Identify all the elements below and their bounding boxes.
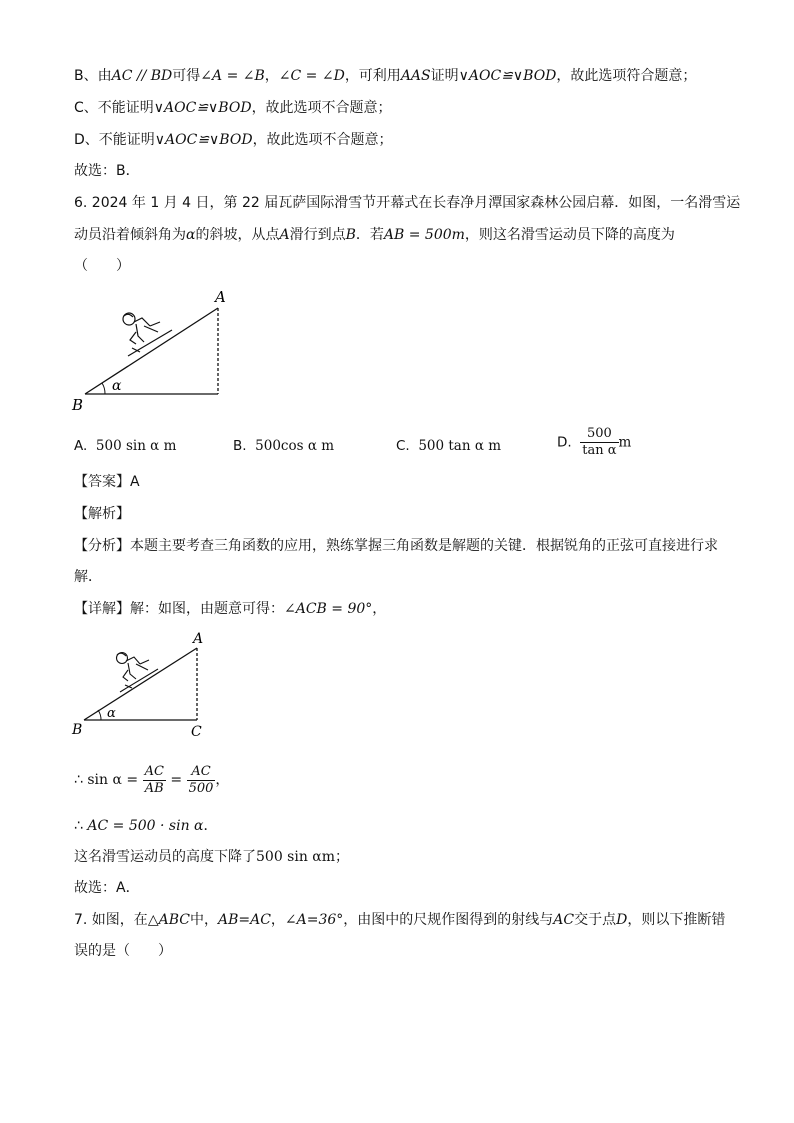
option-c: C. 500 tan α m xyxy=(396,438,502,454)
choose-a: 故选：A． xyxy=(74,880,140,896)
angle-arc xyxy=(102,383,105,394)
point-a-label: A xyxy=(193,631,204,647)
fraction-ac-500: $\frac{AC}{500}$ xyxy=(188,763,214,796)
point-b-label: B xyxy=(72,722,83,738)
option-b-explanation: B、由AC // BD可得∠A = ∠B，∠C = ∠D，可利用AAS证明∨AOC≌∨BOD，故此选项符合题意； xyxy=(74,68,697,84)
answer-line: 【答案】A xyxy=(74,474,140,490)
point-a-label: A xyxy=(215,288,226,306)
alpha-label: α xyxy=(107,706,116,721)
q6-text-line1: 6. 2024 年 1 月 4 日，第 22 届瓦萨国际滑雪节开幕式在长春净月潭国家森林公园启幕．如图，一名滑雪运 xyxy=(74,195,741,211)
fraction-ac-ab: $\frac{AC}{AB}$ xyxy=(144,763,164,796)
slope-figure-2 xyxy=(70,628,220,740)
option-b: B. 500cos α m xyxy=(233,438,335,454)
q6-paren: （ ） xyxy=(74,258,130,274)
choose-b: 故选：B． xyxy=(74,163,140,179)
option-d-explanation: D、不能证明∨AOC≌∨BOD，故此选项不合题意； xyxy=(74,132,393,148)
fenxi-line1: 【分析】本题主要考查三角函数的应用，熟练掌握三角函数是解题的关键．根据锐角的正弦可直接进行求 xyxy=(74,538,718,554)
q6-text-line2: 动员沿着倾斜角为α的斜坡，从点A滑行到点B．若AB = 500m，则这名滑雪运动员下降的高度为 xyxy=(74,227,675,243)
slope-figure-1 xyxy=(70,286,250,414)
angle-arc xyxy=(98,710,101,720)
fenxi-line2: 解． xyxy=(74,569,102,585)
option-c-explanation: C、不能证明∨AOC≌∨BOD，故此选项不合题意； xyxy=(74,100,392,116)
xiangjie-line: 【详解】解：如图，由题意可得：∠ACB = 90°， xyxy=(74,601,387,617)
point-c-label: C xyxy=(191,724,202,740)
option-d-fraction: $\frac{500}{\text{tan α}}$ xyxy=(582,426,617,458)
slope-line xyxy=(84,648,197,720)
option-d: D. $\frac{500}{\text{tan α}}$ m xyxy=(557,426,632,458)
q7-text-line2: 误的是（ ） xyxy=(74,943,172,959)
point-b-label: B xyxy=(72,396,84,414)
option-a: A. 500 sin α m xyxy=(74,438,177,454)
ac-equation: ∴ AC = 500 · sin α． xyxy=(74,818,218,834)
skier-icon xyxy=(123,313,172,356)
slope-line xyxy=(85,308,218,394)
alpha-label: α xyxy=(112,378,122,394)
height-conclusion: 这名滑雪运动员的高度下降了500 sin αm； xyxy=(74,849,350,865)
q7-text-line1: 7. 如图，在△ABC中，AB=AC，∠A=36°，由图中的尺规作图得到的射线与AC交于点D，则以下推断错 xyxy=(74,912,726,928)
analysis-tag: 【解析】 xyxy=(74,506,130,522)
sin-equation: ∴ sin α = $\frac{AC}{AB}$ = $\frac{AC}{500}$ ， xyxy=(74,763,230,796)
